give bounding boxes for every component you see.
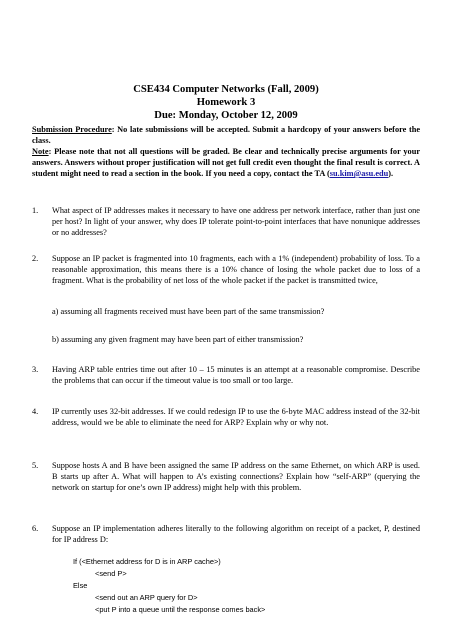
question-2-part-a: a) assuming all fragments received must have been part of the same transmission?	[52, 307, 325, 316]
question-number: 5.	[32, 461, 39, 470]
question-text: Suppose hosts A and B have been assigned the same IP address on the same Ethernet, on which ARP is used. B starts up after A. What will happen to A’s existing connections? Explain how “self-ARP” (querying the network on startup for one’s own IP address) might help with this problem.	[52, 461, 420, 492]
code-line: <send out an ARP query for D>	[95, 593, 198, 602]
note-label: Note	[32, 147, 49, 156]
code-line: If (<Ethernet address for D is in ARP cache>)	[73, 557, 221, 566]
question-text: Having ARP table entries time out after 10 – 15 minutes is an attempt at a reasonable compromise. Describe the problems that can occur if the timeout value is too small or too large.	[52, 365, 420, 385]
code-line: Else	[73, 581, 88, 590]
question-text: IP currently uses 32-bit addresses. If we could redesign IP to use the 6-byte MAC address instead of the 32-bit address, would we be able to eliminate the need for ARP? Explain why or why not.	[52, 407, 420, 427]
question-6	[32, 523, 420, 545]
question-2-part-b: b) assuming any given fragment may have been part of either transmission?	[52, 335, 304, 344]
note-text: : Please note that not all questions will be graded. Be clear and technically precise arguments for your answers. Answers without proper justification will not get full credit even thought the final result is correct. A student might need to read a section in the book. If you need a copy, contact the TA (	[32, 147, 420, 178]
question-2	[32, 253, 420, 286]
question-number: 1.	[32, 206, 39, 215]
question-text: Suppose an IP implementation adheres literally to the following algorithm on receipt of a packet, P, destined for IP address D:	[52, 524, 420, 544]
question-5	[32, 460, 420, 493]
ta-email-link[interactable]: su.kim@asu.edu	[329, 169, 389, 178]
question-text: What aspect of IP addresses makes it necessary to have one address per network interface, rather than just one per host? In light of your answer, why does IP tolerate point-to-point interfaces that have nonunique addresses or no addresses?	[52, 206, 420, 237]
question-number: 4.	[32, 407, 39, 416]
question-number: 2.	[32, 254, 39, 263]
question-3	[32, 364, 420, 386]
submission-text: : No late submissions will be accepted. Submit a hardcopy of your answers before the class.	[32, 125, 420, 145]
submission-label: Submission Procedure	[32, 125, 112, 134]
code-line: <put P into a queue until the response comes back>	[95, 605, 266, 614]
question-text: Suppose an IP packet is fragmented into 10 fragments, each with a 1% (independent) probability of loss. To a reasonable approximation, this means there is a 10% chance of losing the whole packet due to loss of a fragment. What is the probability of net loss of the whole packet if the packet is transmitted twice,	[52, 254, 420, 285]
submission-procedure	[32, 124, 420, 179]
document-header	[0, 83, 452, 122]
question-number: 6.	[32, 524, 39, 533]
due-date: Due: Monday, October 12, 2009	[154, 110, 298, 121]
algorithm-code-block	[73, 556, 413, 616]
question-number: 3.	[32, 365, 39, 374]
question-1	[32, 205, 420, 238]
question-4	[32, 406, 420, 428]
note-closing: ).	[388, 169, 394, 178]
code-line: <send P>	[95, 569, 127, 578]
homework-title: Homework 3	[196, 97, 256, 108]
course-title: CSE434 Computer Networks (Fall, 2009)	[133, 84, 319, 95]
